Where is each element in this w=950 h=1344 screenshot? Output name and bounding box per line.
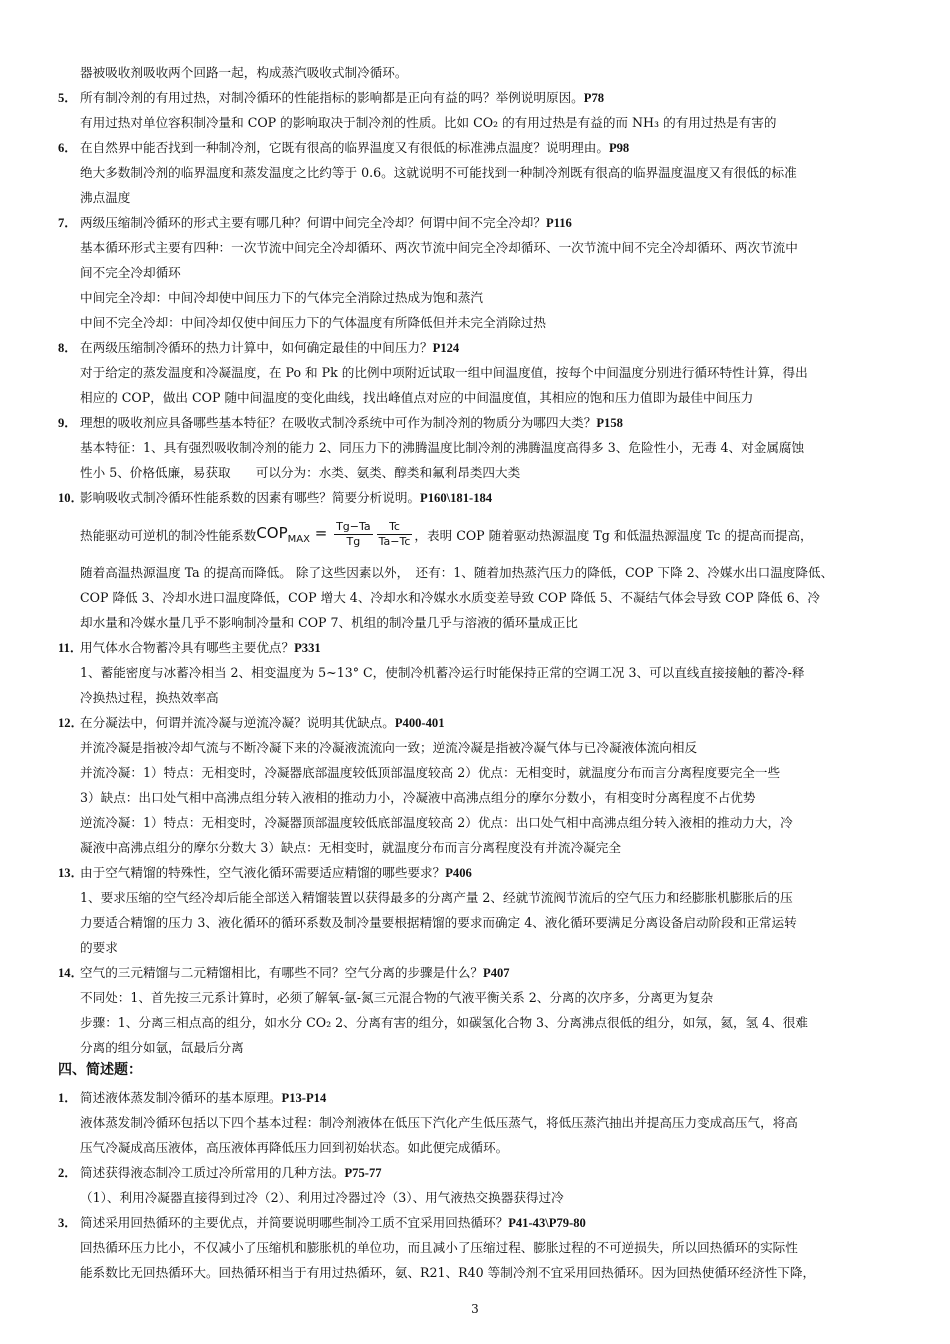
fraction-generator [334, 520, 373, 549]
answer-line: 随着高温热源温度 Ta 的提高而降低。 除了这些因素以外， 还有：1、随着加热蒸汽压力的降低，COP 下降 2、冷媒水出口温度降低、 [80, 565, 834, 580]
question-text: 在自然界中能否找到一种制冷剂，它既有很高的临界温度又有很低的标准沸点温度？说明理由。 [80, 140, 609, 155]
question-10 [58, 485, 900, 511]
answer-line: 凝液中高沸点组分的摩尔分数大 3）缺点：无相变时，就温度分布而言分离程度没有并流冷凝完全 [80, 840, 621, 855]
page-reference: P116 [545, 216, 572, 230]
question-number: 5． [58, 91, 77, 105]
page-reference: P158 [596, 416, 623, 430]
text-line: 器被吸收剂吸收两个回路一起，构成蒸汽吸收式制冷循环。 [80, 65, 408, 80]
answer-line: 的要求 [80, 940, 118, 955]
question-number: 9． [58, 416, 77, 430]
answer-line: 力要适合精馏的压力 3、液化循环的循环系数及制冷量要根据精馏的要求而确定 4、液化循环要满足分离设备启动阶段和正常运转 [80, 915, 797, 930]
question-number: 3． [58, 1216, 77, 1230]
answer-line: 逆流冷凝：1）特点：无相变时，冷凝器顶部温度较低底部温度较高 2）优点：出口处气相中高沸点组分转入液相的推动力大，冷 [80, 815, 793, 830]
short-question-2 [58, 1160, 900, 1186]
question-number: 13． [58, 866, 84, 880]
answer-line: 并流冷凝：1）特点：无相变时，冷凝器底部温度较低顶部温度较高 2）优点：无相变时，就温度分布而言分离程度要完全一些 [80, 765, 781, 780]
question-5 [58, 85, 900, 111]
answer-line: 间不完全冷却循环 [80, 265, 181, 280]
answer-line: 相应的 COP，做出 COP 随中间温度的变化曲线，找出峰值点对应的中间温度值，其相应的饱和压力值即为最佳中间压力 [80, 390, 754, 405]
question-12 [58, 710, 900, 736]
answer-line: （1）、利用冷凝器直接得到过冷（2）、利用过冷器过冷（3）、用气液热交换器获得过冷 [80, 1190, 564, 1205]
question-7 [58, 210, 900, 236]
answer-line: 中间不完全冷却：中间冷却仅使中间压力下的气体温度有所降低但并未完全消除过热 [80, 315, 546, 330]
fraction-denominator: Ta−Tc [378, 535, 411, 548]
formula-intro: 热能驱动可逆机的制冷性能系数 [80, 528, 257, 543]
question-number: 12． [58, 716, 84, 730]
page-reference: P331 [294, 641, 321, 655]
answer-line: COP 降低 3、冷却水进口温度降低，COP 增大 4、冷却水和冷媒水水质变差导致 COP 降低 5、不凝结气体会导致 COP 降低 6、冷 [80, 590, 820, 605]
question-text: 在分凝法中，何谓并流冷凝与逆流冷凝？说明其优缺点。 [80, 715, 395, 730]
question-text: 用气体水合物蓄冷具有哪些主要优点？ [80, 640, 295, 655]
answer-line: 却水量和冷媒水量几乎不影响制冷量和 COP 7、机组的制冷量几乎与溶液的循环量成正比 [80, 615, 578, 630]
answer-line: 压气冷凝成高压液体，高压液体再降低压力回到初始状态。如此便完成循环。 [80, 1140, 509, 1155]
formula-explanation: ，表明 COP 随着驱动热源温度 Tg 和低温热源温度 Tc 的提高而提高， [414, 528, 813, 543]
page-reference: P78 [583, 91, 605, 105]
question-8 [58, 335, 900, 361]
question-9 [58, 410, 900, 436]
answer-line: 3）缺点：出口处气相中高沸点组分转入液相的推动力小，冷凝液中高沸点组分的摩尔分数小，有相变时分离程度不占优势 [80, 790, 756, 805]
page-reference: P406 [445, 866, 472, 880]
question-text: 由于空气精馏的特殊性，空气液化循环需要适应精馏的哪些要求？ [80, 865, 446, 880]
question-text: 在两级压缩制冷循环的热力计算中，如何确定最佳的中间压力？ [80, 340, 433, 355]
fraction-cold [377, 520, 413, 549]
question-text: 两级压缩制冷循环的形式主要有哪几种？何谓中间完全冷却？何谓中间不完全冷却？ [80, 215, 546, 230]
page-reference: P160\181-184 [420, 491, 493, 505]
question-text: 简述获得液态制冷工质过冷所常用的几种方法。 [80, 1165, 345, 1180]
answer-line: 性小 5、价格低廉，易获取 可以分为：水类、氨类、醇类和氟利昂类四大类 [80, 465, 521, 480]
question-text: 所有制冷剂的有用过热，对制冷循环的性能指标的影响都是正向有益的吗？举例说明原因。 [80, 90, 584, 105]
answer-line: 并流冷凝是指被冷却气流与不断冷凝下来的冷凝液流流向一致；逆流冷凝是指被冷凝气体与已冷凝液体流向相反 [80, 740, 698, 755]
answer-line: 绝大多数制冷剂的临界温度和蒸发温度之比约等于 0.6。这就说明不可能找到一种制冷剂既有很高的临界温度温度又有很低的标准 [80, 165, 797, 180]
question-number: 2． [58, 1166, 77, 1180]
question-number: 14． [58, 966, 84, 980]
page-reference: P407 [483, 966, 510, 980]
question-text: 空气的三元精馏与二元精馏相比，有哪些不同？空气分离的步骤是什么？ [80, 965, 483, 980]
question-number: 7． [58, 216, 77, 230]
page-reference: P75-77 [344, 1166, 382, 1180]
formula-line [80, 515, 900, 558]
question-number: 10． [58, 491, 84, 505]
question-14 [58, 960, 900, 986]
fraction-denominator: Tg [346, 535, 361, 548]
page-reference: P41-43\P79-80 [508, 1216, 586, 1230]
question-text: 理想的吸收剂应具备哪些基本特征？在吸收式制冷系统中可作为制冷剂的物质分为哪四大类？ [80, 415, 597, 430]
question-text: 简述采用回热循环的主要优点，并简要说明哪些制冷工质不宜采用回热循环？ [80, 1215, 509, 1230]
section-heading: 四、简述题： [58, 1062, 142, 1078]
answer-line: 基本特征：1、具有强烈吸收制冷剂的能力 2、同压力下的沸腾温度比制冷剂的沸腾温度高得多 3、危险性小，无毒 4、对金属腐蚀 [80, 440, 805, 455]
answer-line: 对于给定的蒸发温度和冷凝温度，在 Po 和 Pk 的比例中项附近试取一组中间温度值，按每个中间温度分别进行循环特性计算，得出 [80, 365, 808, 380]
page-reference: P13-P14 [281, 1091, 327, 1105]
answer-line: 1、蓄能密度与冰蓄冷相当 2、相变温度为 5~13° C，使制冷机蓄冷运行时能保持正常的空调工况 3、可以直线直接接触的蓄冷-释 [80, 665, 805, 680]
page-reference: P98 [608, 141, 630, 155]
answer-line: 液体蒸发制冷循环包括以下四个基本过程：制冷剂液体在低压下汽化产生低压蒸气，将低压蒸汽抽出并提高压力变成高压气，将高 [80, 1115, 798, 1130]
equals-sign: = [309, 524, 333, 542]
answer-line: 中间完全冷却：中间冷却使中间压力下的气体完全消除过热成为饱和蒸汽 [80, 290, 483, 305]
answer-line: 冷换热过程，换热效率高 [80, 690, 219, 705]
cop-symbol: COP [256, 524, 288, 542]
short-question-1 [58, 1085, 900, 1111]
page-reference: P124 [432, 341, 460, 355]
page-reference: P400-401 [394, 716, 445, 730]
cop-subscript: MAX [287, 534, 310, 545]
question-number: 6． [58, 141, 77, 155]
question-text: 简述液体蒸发制冷循环的基本原理。 [80, 1090, 282, 1105]
cop-formula [256, 515, 414, 558]
question-number: 8． [58, 341, 77, 355]
answer-line: 回热循环压力比小，不仅减小了压缩机和膨胀机的单位功，而且减小了压缩过程、膨胀过程的不可逆损失，所以回热循环的实际性 [80, 1240, 798, 1255]
question-6 [58, 135, 900, 161]
page-number: 3 [471, 1302, 479, 1316]
answer-line: 步骤：1、分离三相点高的组分，如水分 CO₂ 2、分离有害的组分，如碳氢化合物 3、分离沸点很低的组分，如氖，氦，氢 4、很难 [80, 1015, 808, 1030]
answer-line: 不同处：1、首先按三元系计算时，必须了解氧-氩-氮三元混合物的气液平衡关系 2、分离的次序多，分离更为复杂 [80, 990, 714, 1005]
question-text: 影响吸收式制冷循环性能系数的因素有哪些？简要分析说明。 [80, 490, 421, 505]
answer-line: 有用过热对单位容积制冷量和 COP 的影响取决于制冷剂的性质。比如 CO₂ 的有用过热是有益的而 NH₃ 的有用过热是有害的 [80, 115, 777, 130]
fraction-numerator: Tc [377, 520, 413, 535]
question-number: 11． [58, 641, 83, 655]
answer-line: 能系数比无回热循环大。回热循环相当于有用过热循环，氨、R21、R40 等制冷剂不宜采用回热循环。因为回热使循环经济性下降， [80, 1265, 816, 1280]
question-13 [58, 860, 900, 886]
short-question-3 [58, 1210, 900, 1236]
answer-line: 沸点温度 [80, 190, 131, 205]
question-number: 1． [58, 1091, 77, 1105]
answer-line: 1、要求压缩的空气经冷却后能全部送入精馏装置以获得最多的分离产量 2、经就节流阀节流后的空气压力和经膨胀机膨胀后的压 [80, 890, 793, 905]
fraction-numerator: Tg−Ta [336, 520, 371, 533]
answer-line: 基本循环形式主要有四种：一次节流中间完全冷却循环、两次节流中间完全冷却循环、一次节流中间不完全冷却循环、两次节流中 [80, 240, 798, 255]
question-11 [58, 635, 900, 661]
answer-line: 分离的组分如氩，氙最后分离 [80, 1040, 244, 1055]
